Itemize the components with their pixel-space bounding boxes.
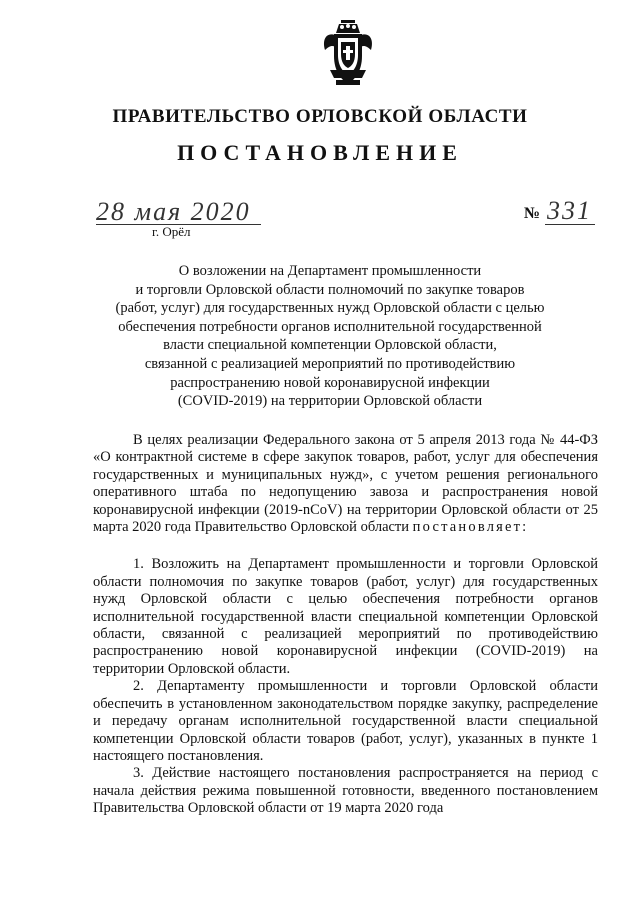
subject-line: связанной с реализацией мероприятий по противодействию [144,355,516,372]
document-type: ПОСТАНОВЛЕНИЕ [177,140,463,165]
item-2-paragraph: 2. Департаменту промышленности и торговли Орловской области обеспечить в установленном законодательством порядке закупку, распределение и передачу органам исполнительной государственной власти специальной компетенции Орловской области товаров (работ, услуг), указанных в пункте 1 настоящего постановления. [93,678,598,764]
item-3-paragraph: 3. Действие настоящего постановления распространяется на период с начала действия режима повышенной готовности, введенного постановлением Правительства Орловской области от 19 марта 2020 года [93,765,598,817]
number-sign: № [524,205,541,222]
subject-line: распространению новой коронавирусной инфекции [170,374,490,391]
subject-line: власти специальной компетенции Орловской области, [163,337,497,354]
preamble-text: В целях реализации Федерального закона от 5 апреля 2013 года № 44-ФЗ «О контрактной системе в сфере закупок товаров, работ, услуг для обеспечения государственных и муниципальных нужд», с учетом решения регионального оперативного штаба по недопущению завоза и распространения новой коронавирусной инфекции (2019-nCoV) на территории Орловской области от 25 марта 2020 года Правительство Орловской области [93,432,598,536]
number-underline [545,224,595,225]
subject-line: (COVID-2019) на территории Орловской области [177,393,483,410]
preamble-paragraph [93,432,598,536]
decree-word: постановляет: [412,519,529,536]
government-title: ПРАВИТЕЛЬСТВО ОРЛОВСКОЙ ОБЛАСТИ [112,106,528,127]
coat-of-arms-icon [322,20,374,88]
subject-line: О возложении на Департамент промышленности [178,263,482,279]
decree-body [93,432,598,818]
city-label: г. Орёл [152,224,191,239]
handwritten-date: 28 мая 2020 [96,197,251,226]
subject-line: и торговли Орловской области полномочий по закупке товаров [135,281,525,298]
handwritten-number: 331 [547,196,592,225]
decree-subject [80,262,580,411]
item-1-paragraph: 1. Возложить на Департамент промышленности и торговли Орловской области полномочия по закупке товаров (работ, услуг) для государственных нужд Орловской области с целью обеспечения потребности органов исполнительной государственной власти специальной компетенции Орловской области, связанной с реализацией мероприятий по противодействию распространению новой коронавирусной инфекции (COVID-2019) на территории Орловской области. [93,556,598,677]
subject-line: обеспечения потребности органов исполнительной государственной [118,318,542,335]
subject-line: (работ, услуг) для государственных нужд Орловской области с целью [115,300,545,317]
